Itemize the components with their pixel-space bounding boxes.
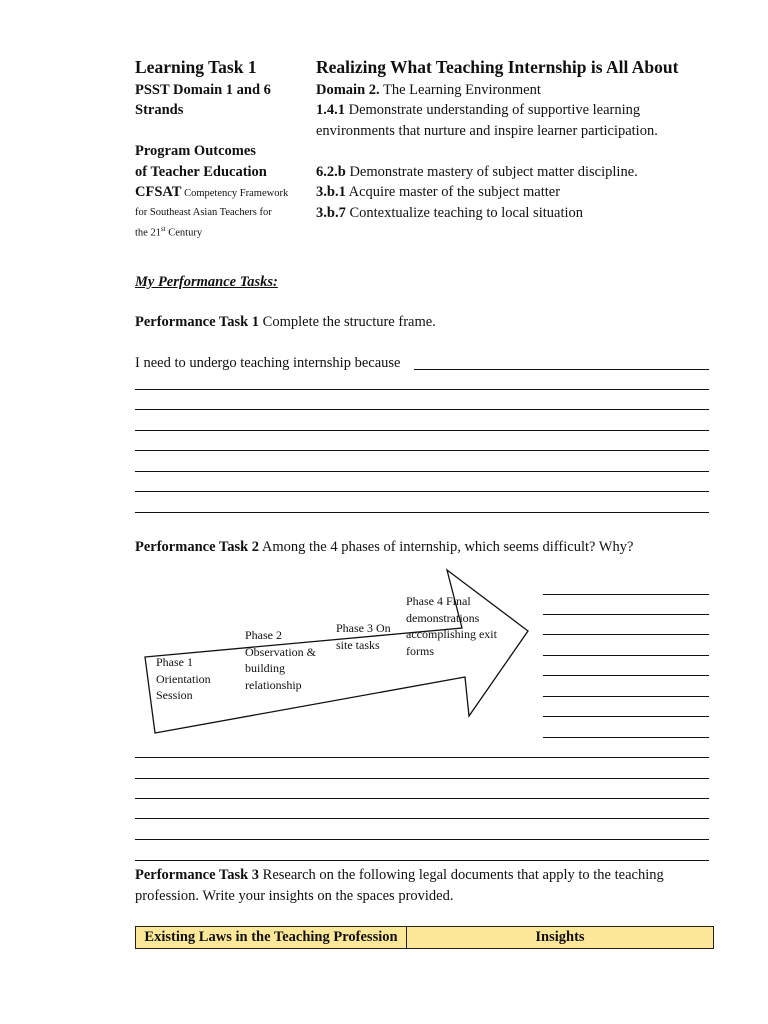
- task2-answer-line[interactable]: [135, 798, 709, 799]
- task2-answer-line[interactable]: [135, 778, 709, 779]
- psst-label-strands: Strands: [135, 102, 184, 118]
- task2-answer-line[interactable]: [135, 818, 709, 819]
- insights-column-header: Insights: [407, 927, 714, 949]
- strand-141-text: Demonstrate understanding of supportive learning: [345, 102, 641, 118]
- task2-side-line[interactable]: [543, 696, 709, 697]
- task1-text: Complete the structure frame.: [259, 314, 436, 330]
- task2-answer-line[interactable]: [135, 839, 709, 840]
- strand-141-number: 1.4.1: [316, 102, 345, 118]
- outcome-62b-number: 6.2.b: [316, 164, 346, 180]
- learning-task-label: Learning Task 1: [135, 57, 257, 77]
- task3-text-continued: profession. Write your insights on the spaces provided.: [135, 888, 454, 904]
- task1-label: Performance Task 1: [135, 314, 260, 330]
- laws-table: [135, 926, 714, 949]
- domain-number: Domain 2.: [316, 82, 380, 98]
- laws-column-header: Existing Laws in the Teaching Profession: [136, 927, 407, 949]
- task3-label: Performance Task 3: [135, 867, 260, 883]
- strand-141-continued: environments that nurture and inspire learner participation.: [316, 123, 658, 139]
- domain-text: The Learning Environment: [379, 82, 541, 98]
- outcome-3b7-text: Contextualize teaching to local situation: [345, 205, 583, 221]
- task2-answer-line[interactable]: [135, 757, 709, 758]
- phase-1-label: Phase 1 Orientation Session: [156, 655, 211, 702]
- task2-side-line[interactable]: [543, 716, 709, 717]
- phase-2-label: Phase 2 Observation & building relationship: [245, 628, 316, 692]
- task3-heading: [135, 865, 664, 886]
- cfsat-century-a: the 21: [135, 227, 161, 239]
- task1-prompt: I need to undergo teaching internship because: [135, 355, 401, 371]
- cfsat-description-2: for Southeast Asian Teachers for: [135, 207, 272, 218]
- task2-side-line[interactable]: [543, 594, 709, 595]
- section-title: My Performance Tasks:: [135, 274, 278, 290]
- laws-table-header-row: [136, 927, 714, 949]
- phase-3-label: Phase 3 On site tasks: [336, 621, 391, 652]
- learning-task-title: Realizing What Teaching Internship is All About: [316, 57, 679, 77]
- cfsat-label: CFSAT: [135, 184, 182, 200]
- task2-side-line[interactable]: [543, 614, 709, 615]
- task2-side-line[interactable]: [543, 675, 709, 676]
- cfsat-century-sup: st: [160, 225, 166, 233]
- task2-label: Performance Task 2: [135, 539, 260, 555]
- teacher-education-label: of Teacher Education: [135, 164, 267, 180]
- task2-answer-line[interactable]: [135, 860, 709, 861]
- cfsat-description: Competency Framework: [181, 188, 289, 199]
- outcome-62b-text: Demonstrate mastery of subject matter discipline.: [345, 164, 638, 180]
- cfsat-century-b: Century: [165, 227, 203, 239]
- task2-text: Among the 4 phases of internship, which seems difficult? Why?: [259, 539, 634, 555]
- outcome-3b7-number: 3.b.7: [316, 205, 346, 221]
- task3-text: Research on the following legal documents that apply to the teaching: [259, 867, 664, 883]
- outcome-3b1-text: Acquire master of the subject matter: [345, 184, 561, 200]
- program-outcomes-label: Program Outcomes: [135, 143, 256, 159]
- psst-label: PSST Domain 1 and 6: [135, 82, 271, 98]
- phase-4-label: Phase 4 Final demonstrations accomplishing exit forms: [406, 594, 497, 658]
- task2-side-line[interactable]: [543, 737, 709, 738]
- outcome-3b1-number: 3.b.1: [316, 184, 346, 200]
- task2-side-line[interactable]: [543, 634, 709, 635]
- task2-side-line[interactable]: [543, 655, 709, 656]
